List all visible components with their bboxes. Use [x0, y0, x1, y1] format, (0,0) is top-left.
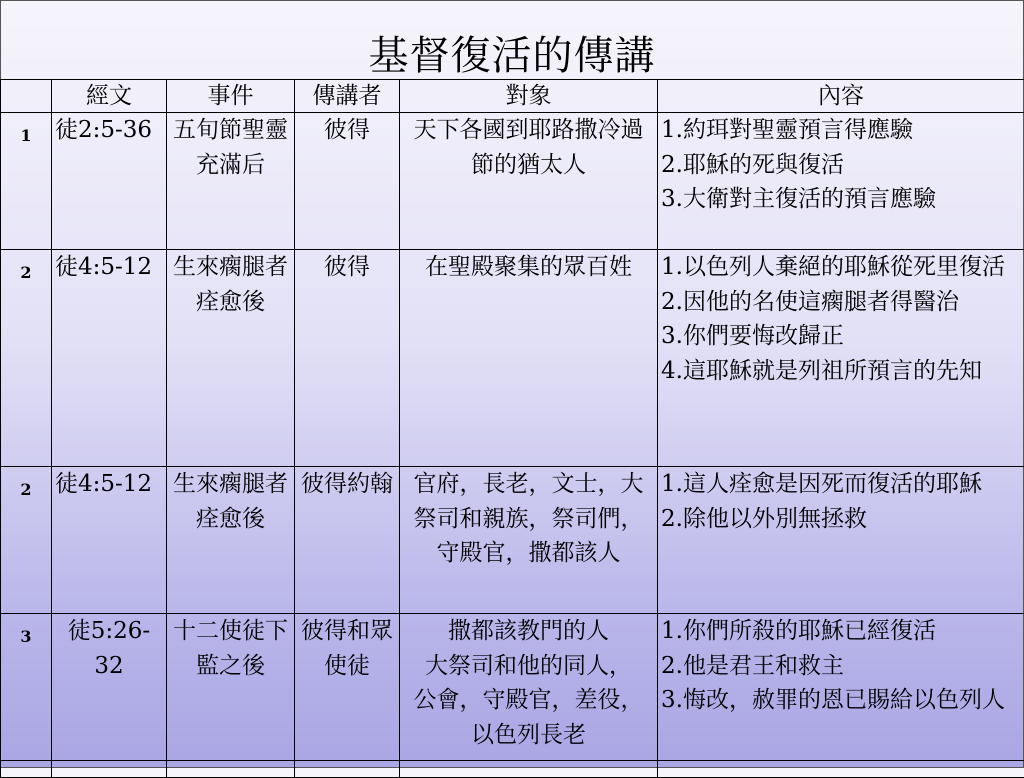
- slide-title: 基督復活的傳講: [0, 30, 1024, 82]
- row-content: [658, 113, 1024, 250]
- sermon-table: [0, 79, 1024, 778]
- content-line: 2.他是君王和救主: [661, 649, 1021, 684]
- audience-line: 撒都該教門的人: [400, 614, 657, 649]
- table-row: [1, 113, 1024, 250]
- row-number: 1: [1, 113, 52, 250]
- content-line: 2.耶穌的死與復活: [661, 148, 1021, 183]
- table-header-row: [1, 80, 1024, 113]
- row-number: 2: [1, 250, 52, 467]
- row-number: 3: [1, 614, 52, 761]
- row-speaker: 彼得: [295, 113, 400, 250]
- audience-line: 以色列長老: [400, 718, 657, 753]
- empty-cell: [295, 761, 400, 778]
- content-line: 1.這人痊愈是因死而復活的耶穌: [661, 467, 1021, 502]
- empty-cell: [658, 761, 1024, 778]
- content-line: 4.這耶穌就是列祖所預言的先知: [661, 354, 1021, 389]
- table-row: [1, 614, 1024, 761]
- header-index: [1, 80, 52, 113]
- empty-cell: [1, 761, 52, 778]
- row-number: 2: [1, 467, 52, 614]
- header-audience: 對象: [400, 80, 658, 113]
- row-event: 生來瘸腿者痊愈後: [167, 467, 295, 614]
- content-line: 1.你們所殺的耶穌已經復活: [661, 614, 1021, 649]
- empty-cell: [400, 761, 658, 778]
- table-row: [1, 467, 1024, 614]
- header-content: 內容: [658, 80, 1024, 113]
- row-content: [658, 250, 1024, 467]
- row-speaker: 彼得和眾使徒: [295, 614, 400, 761]
- content-line: 3.你們要悔改歸正: [661, 319, 1021, 354]
- table-empty-row: [1, 761, 1024, 778]
- table-row: [1, 250, 1024, 467]
- row-content: [658, 467, 1024, 614]
- row-content: [658, 614, 1024, 761]
- content-line: 3.大衛對主復活的預言應驗: [661, 182, 1021, 217]
- row-scripture: 徒2:5-36: [52, 113, 167, 250]
- content-line: 1.約珥對聖靈預言得應驗: [661, 113, 1021, 148]
- row-scripture: 徒4:5-12: [52, 467, 167, 614]
- content-line: 2.除他以外別無拯救: [661, 502, 1021, 537]
- row-event: 十二使徒下監之後: [167, 614, 295, 761]
- row-speaker: 彼得約翰: [295, 467, 400, 614]
- empty-cell: [167, 761, 295, 778]
- header-speaker: 傳講者: [295, 80, 400, 113]
- row-audience: 官府，長老，文士，大祭司和親族，祭司們，守殿官，撒都該人: [400, 467, 658, 614]
- row-scripture: 徒4:5-12: [52, 250, 167, 467]
- row-audience: [400, 614, 658, 761]
- header-event: 事件: [167, 80, 295, 113]
- row-audience: 天下各國到耶路撒冷過節的猶太人: [400, 113, 658, 250]
- row-scripture: 徒5:26-32: [52, 614, 167, 761]
- audience-line: 公會，守殿官，差役，: [400, 683, 657, 718]
- row-event: 五旬節聖靈充滿后: [167, 113, 295, 250]
- row-speaker: 彼得: [295, 250, 400, 467]
- content-line: 3.悔改，赦罪的恩已賜給以色列人: [661, 683, 1021, 718]
- content-line: 2.因他的名使這瘸腿者得醫治: [661, 285, 1021, 320]
- header-scripture: 經文: [52, 80, 167, 113]
- content-line: 1.以色列人棄絕的耶穌從死里復活: [661, 250, 1021, 285]
- row-audience: 在聖殿聚集的眾百姓: [400, 250, 658, 467]
- audience-line: 大祭司和他的同人，: [400, 649, 657, 684]
- empty-cell: [52, 761, 167, 778]
- row-event: 生來瘸腿者痊愈後: [167, 250, 295, 467]
